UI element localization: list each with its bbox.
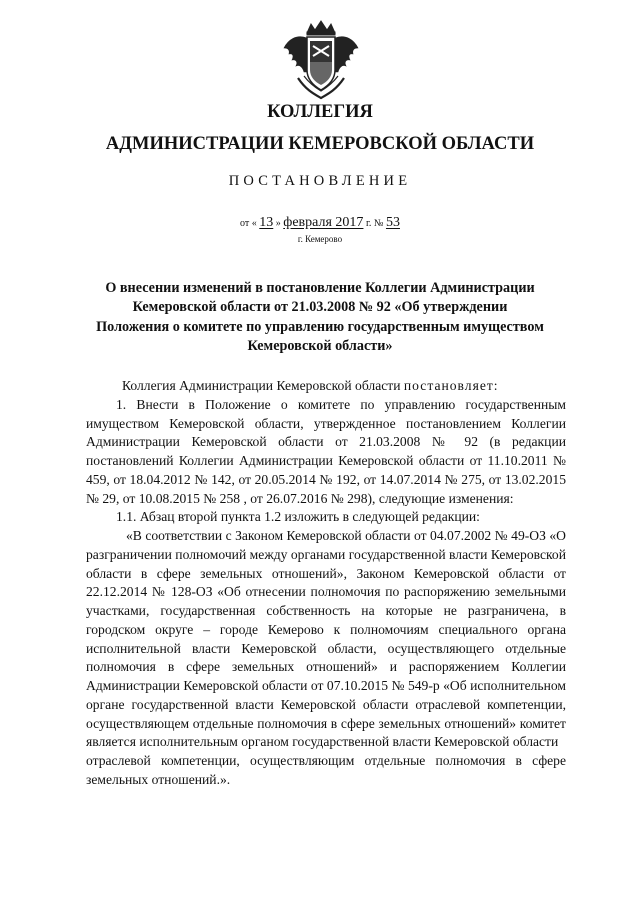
new-wording-paragraph: «В соответствии с Законом Кемеровской области от 04.07.2002 № 49-ОЗ «О разграничении полномочий между органами государственной власти Кемеровской области в сфере земельных отношений», Законом Кемеровской области от 22.12.2014 № 128-ОЗ «Об отнесении полномочия по распоряжению земельными участками, государственная собственность на которые не разграничена, в городском округе – городе Кемерово к полномочиям специального органа исполнительной власти Кемеровской области, осуществляющего отдельные полномочия в сфере земельных отношений» и распоряжением Коллегии Администрации Кемеровской области от 07.10.2015 № 549-р «Об исполнительном органе государственной власти Кемеровской области отраслевой компетенции, осуществляющем отдельные полномочия в сфере земельных отношений» комитет является исполнительным органом государственной власти Кемеровской области (86, 528, 566, 750)
closing-paragraph: отраслевой компетенции, осуществляющим отдельные полномочия в сфере земельных отношений.». (86, 753, 566, 787)
date-separator: » (275, 218, 281, 229)
intro-paragraph (86, 377, 566, 396)
year-suffix: г. (365, 218, 372, 229)
date-number-line (0, 215, 640, 231)
city: г. Кемерово (297, 234, 343, 244)
date-prefix: от « (240, 218, 257, 229)
title-line: О внесении изменений в постановление Коллегии Администрации (105, 280, 535, 296)
item-1-paragraph: 1. Внести в Положение о комитете по управлению государственным имуществом Кемеровской области, утвержденное постановлением Коллегии Администрации Кемеровской области от 21.03.2008 № 92 (в редакции постановлений Коллегии Администрации Кемеровской области от 11.10.2011 № 459, от 18.04.2012 № 142, от 20.05.2014 № 192, от 14.07.2014 № 275, от 13.02.2015 № 29, от 10.08.2015 № 258 , от 26.07.2016 № 298), следующие изменения: (86, 396, 566, 506)
date-month-year: февраля 2017 (283, 215, 364, 230)
resolves-word: постановляет: (403, 378, 499, 393)
document-body (86, 377, 566, 790)
title-line: Кемеровской области» (247, 338, 393, 355)
organization-name: КОЛЛЕГИЯ (267, 102, 373, 122)
organization-administration: АДМИНИСТРАЦИИ КЕМЕРОВСКОЙ ОБЛАСТИ (105, 134, 535, 154)
document-number: 53 (385, 215, 400, 230)
number-label: № (373, 218, 384, 229)
date-day: 13 (259, 215, 274, 230)
title-line: Кемеровской области от 21.03.2008 № 92 «Об утверждении (132, 299, 508, 316)
title-line: Положения о комитете по управлению государственным имуществом (96, 318, 544, 335)
document-type: ПОСТАНОВЛЕНИЕ (228, 173, 412, 189)
item-1-1-paragraph: 1.1. Абзац второй пункта 1.2 изложить в следующей редакции: (116, 509, 480, 525)
coat-of-arms-emblem (282, 18, 360, 100)
intro-text: Коллегия Администрации Кемеровской области (122, 378, 401, 393)
document-title (60, 279, 580, 357)
